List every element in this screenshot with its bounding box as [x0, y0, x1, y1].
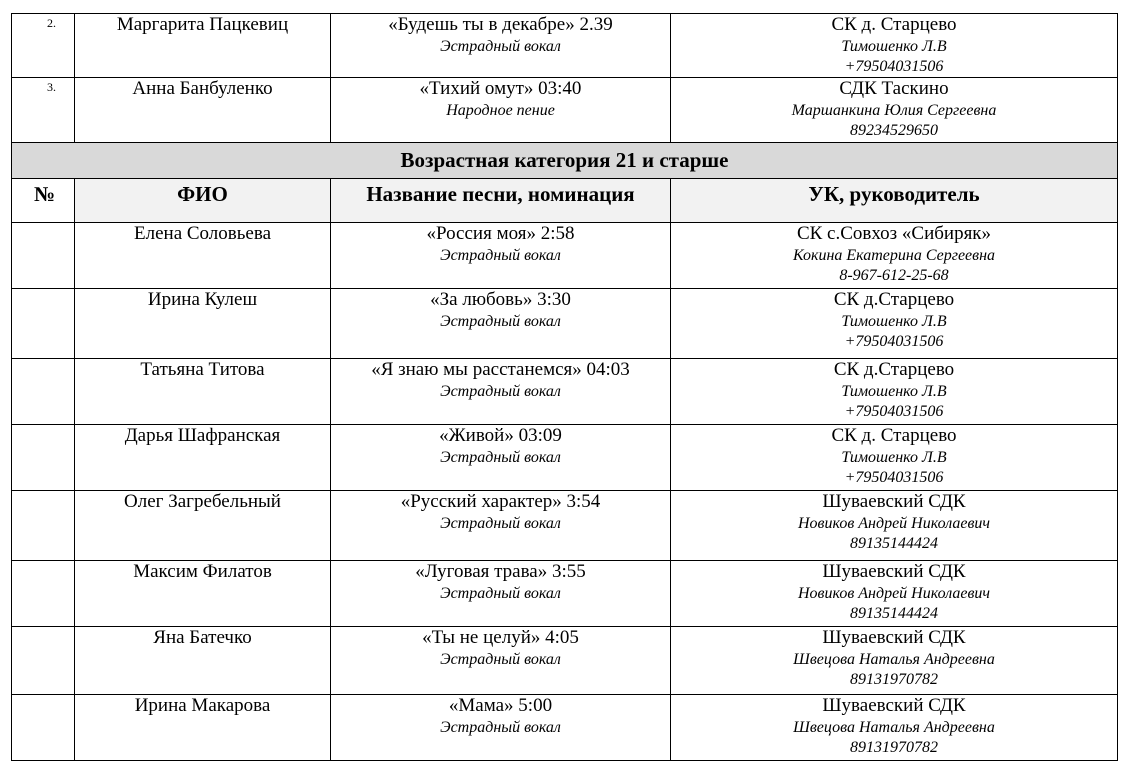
leader-name: Новиков Андрей Николаевич	[797, 515, 991, 532]
nomination: Эстрадный вокал	[440, 719, 561, 736]
table-row	[12, 627, 1118, 695]
leader-phone: 89135144424	[850, 605, 938, 622]
row-number	[12, 289, 75, 359]
organization-cell	[671, 627, 1118, 695]
nomination: Эстрадный вокал	[440, 383, 561, 400]
organization-cell	[671, 425, 1118, 491]
row-number	[12, 223, 75, 289]
organization: Шуваевский СДК	[822, 627, 966, 648]
organization-cell	[671, 561, 1118, 627]
song-cell	[331, 695, 671, 761]
row-number	[12, 627, 75, 695]
nomination: Эстрадный вокал	[440, 38, 561, 55]
song-title: «Мама» 5:00	[448, 695, 553, 716]
leader-name: Кокина Екатерина Сергеевна	[792, 247, 996, 264]
table-row	[12, 561, 1118, 627]
participant-name: Анна Банбуленко	[75, 78, 331, 143]
leader-name: Тимошенко Л.В	[841, 313, 947, 330]
organization: СК с.Совхоз «Сибиряк»	[796, 223, 992, 244]
table-row	[12, 223, 1118, 289]
leader-name: Маршанкина Юлия Сергеевна	[791, 102, 997, 119]
row-number	[12, 359, 75, 425]
song-title: «Будешь ты в декабре» 2.39	[388, 14, 613, 35]
song-title: «Я знаю мы расстанемся» 04:03	[371, 359, 630, 380]
song-cell	[331, 223, 671, 289]
leader-phone: +79504031506	[844, 403, 944, 420]
table-row	[12, 289, 1118, 359]
leader-name: Тимошенко Л.В	[841, 383, 947, 400]
leader-phone: 8-967-612-25-68	[839, 267, 949, 284]
organization: СК д. Старцево	[831, 14, 957, 35]
nomination: Народное пение	[446, 102, 555, 119]
table-row	[12, 695, 1118, 761]
section-row	[12, 143, 1118, 179]
song-cell	[331, 359, 671, 425]
song-title: «Тихий омут» 03:40	[419, 78, 582, 99]
organization: СК д.Старцево	[833, 359, 955, 380]
participant-name: Маргарита Пацкевиц	[75, 14, 331, 78]
leader-name: Швецова Наталья Андреевна	[793, 719, 995, 736]
organization: СДК Таскино	[839, 78, 949, 99]
leader-name: Новиков Андрей Николаевич	[797, 585, 991, 602]
leader-phone: 89135144424	[850, 535, 938, 552]
header-row	[12, 179, 1118, 223]
participant-name: Ирина Кулеш	[75, 289, 331, 359]
row-number	[12, 561, 75, 627]
nomination: Эстрадный вокал	[440, 515, 561, 532]
participant-name: Елена Соловьева	[75, 223, 331, 289]
song-title: «За любовь» 3:30	[430, 289, 571, 310]
organization-cell	[671, 223, 1118, 289]
header-name: ФИО	[75, 179, 331, 223]
leader-phone: +79504031506	[844, 469, 944, 486]
song-cell	[331, 425, 671, 491]
leader-phone: 89234529650	[850, 122, 938, 139]
section-title: Возрастная категория 21 и старше	[12, 143, 1118, 179]
header-song: Название песни, номинация	[331, 179, 671, 223]
organization-cell	[671, 359, 1118, 425]
row-number	[12, 695, 75, 761]
song-cell	[331, 14, 671, 78]
participant-name: Яна Батечко	[75, 627, 331, 695]
nomination: Эстрадный вокал	[440, 651, 561, 668]
organization: Шуваевский СДК	[822, 695, 966, 716]
leader-phone: 89131970782	[850, 671, 938, 688]
table-row	[12, 359, 1118, 425]
song-cell	[331, 491, 671, 561]
organization-cell	[671, 695, 1118, 761]
row-number	[12, 425, 75, 491]
header-number: №	[12, 179, 75, 223]
nomination: Эстрадный вокал	[440, 585, 561, 602]
song-cell	[331, 627, 671, 695]
participants-table	[11, 13, 1118, 761]
participant-name: Максим Филатов	[75, 561, 331, 627]
song-cell	[331, 561, 671, 627]
song-cell	[331, 289, 671, 359]
song-cell	[331, 78, 671, 143]
organization-cell	[671, 78, 1118, 143]
participant-name: Татьяна Титова	[75, 359, 331, 425]
song-title: «Русский характер» 3:54	[400, 491, 601, 512]
leader-name: Швецова Наталья Андреевна	[793, 651, 995, 668]
organization: СК д.Старцево	[833, 289, 955, 310]
organization: Шуваевский СДК	[822, 561, 966, 582]
table-row	[12, 78, 1118, 143]
table-row	[12, 491, 1118, 561]
song-title: «Ты не целуй» 4:05	[422, 627, 579, 648]
organization: СК д. Старцево	[831, 425, 957, 446]
leader-phone: 89131970782	[850, 739, 938, 756]
header-organization: УК, руководитель	[671, 179, 1118, 223]
row-number	[12, 491, 75, 561]
song-title: «Россия моя» 2:58	[426, 223, 575, 244]
leader-name: Тимошенко Л.В	[841, 38, 947, 55]
organization: Шуваевский СДК	[822, 491, 966, 512]
song-title: «Луговая трава» 3:55	[415, 561, 586, 582]
participant-name: Ирина Макарова	[75, 695, 331, 761]
leader-phone: +79504031506	[844, 58, 944, 75]
nomination: Эстрадный вокал	[440, 449, 561, 466]
participant-name: Дарья Шафранская	[75, 425, 331, 491]
row-number: 3.	[12, 78, 75, 143]
organization-cell	[671, 289, 1118, 359]
row-number: 2.	[12, 14, 75, 78]
organization-cell	[671, 14, 1118, 78]
nomination: Эстрадный вокал	[440, 247, 561, 264]
leader-name: Тимошенко Л.В	[841, 449, 947, 466]
participants-table-body	[12, 14, 1118, 761]
nomination: Эстрадный вокал	[440, 313, 561, 330]
table-row	[12, 425, 1118, 491]
organization-cell	[671, 491, 1118, 561]
participant-name: Олег Загребельный	[75, 491, 331, 561]
table-row	[12, 14, 1118, 78]
leader-phone: +79504031506	[844, 333, 944, 350]
song-title: «Живой» 03:09	[439, 425, 562, 446]
